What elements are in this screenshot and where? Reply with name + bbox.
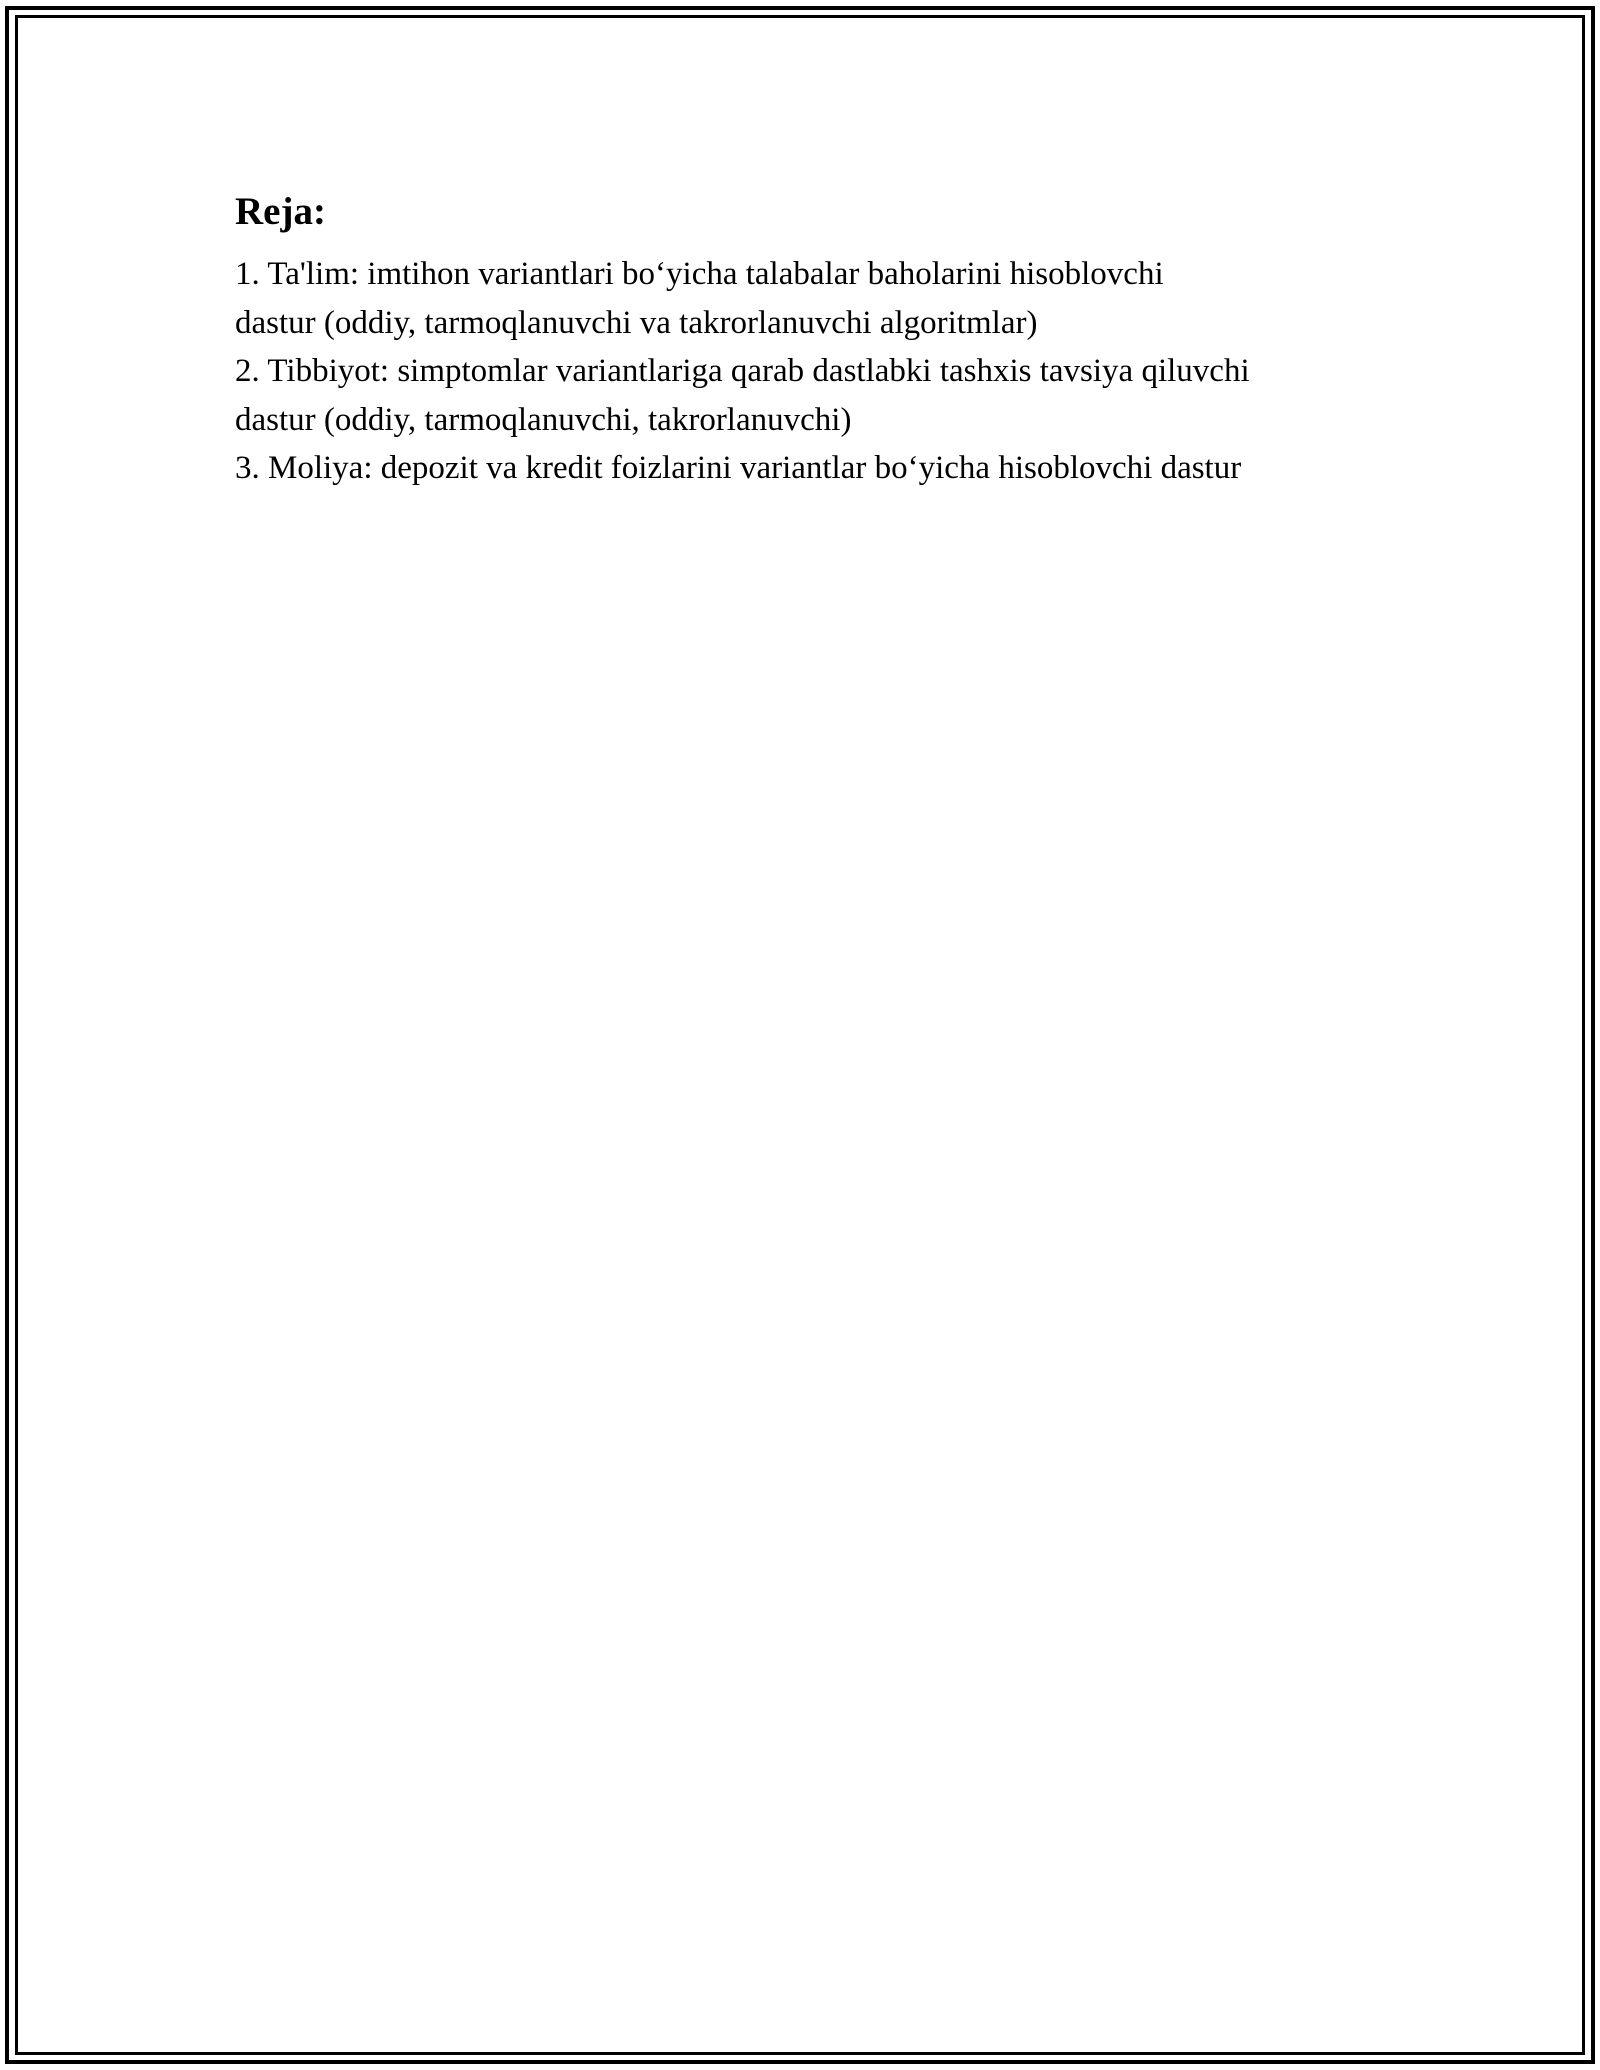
plan-item-line-continued: dastur (oddiy, tarmoqlanuvchi va takrorlanuvchi algoritmlar) [235,304,1038,341]
plan-item-line [235,250,1395,299]
plan-item-line-continued: dastur (oddiy, tarmoqlanuvchi, takrorlanuvchi) [235,401,852,438]
plan-item-number: 1. [235,256,260,292]
plan-item-number: 2. [235,353,260,389]
plan-heading: Reja: [235,190,326,233]
plan-item-tibbiyot [235,347,1395,444]
plan-item-number: 3. [235,450,260,486]
plan-item-text: Moliya: depozit va kredit foizlarini variantlar bo‘yicha hisoblovchi dastur [268,450,1242,486]
page-content [235,188,1395,493]
plan-item-talim [235,250,1395,347]
plan-item-text: Ta'lim: imtihon variantlari bo‘yicha talabalar baholarini hisoblovchi [267,256,1164,292]
plan-item-line [235,347,1395,396]
plan-item-text: Tibbiyot: simptomlar variantlariga qarab dastlabki tashxis tavsiya qiluvchi [267,353,1250,389]
plan-item-moliya [235,444,1395,493]
plan-list [235,250,1395,493]
plan-item-line [235,444,1395,493]
